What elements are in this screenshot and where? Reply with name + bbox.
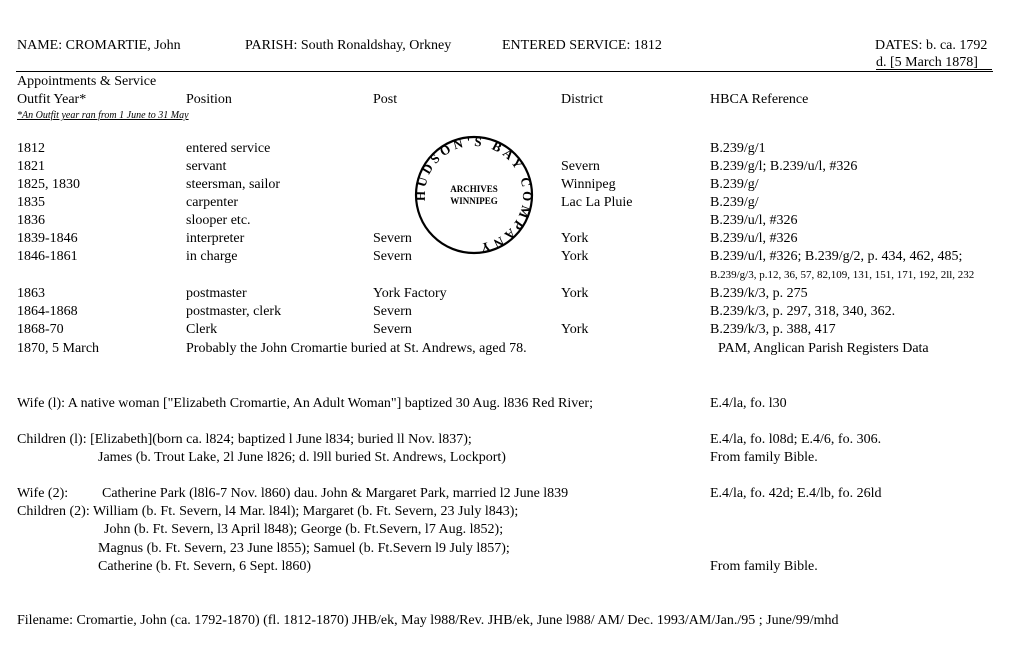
row-position: interpreter xyxy=(186,231,245,246)
row-year: 1864-1868 xyxy=(17,304,78,319)
outfit-footnote: *An Outfit year ran from 1 June to 31 May xyxy=(17,110,189,121)
row-position: in charge xyxy=(186,249,238,264)
filename-line: Filename: Cromartie, John (ca. 1792-1870) (fl. 1812-1870) JHB/ek, May l988/Rev. JHB/ek, June l988/ AM/ Dec. 1993/AM/Jan./95 ; June/99/mhd xyxy=(17,613,839,628)
children-2-line-d: Catherine (b. Ft. Severn, 6 Sept. l860) xyxy=(98,559,312,574)
row-position: slooper etc. xyxy=(186,213,251,228)
dates-death: d. [5 March 1878] xyxy=(876,55,978,70)
stamp-ring-text: HUDSON'S BAY COMPANY xyxy=(413,134,535,256)
row-post: Severn xyxy=(373,304,412,319)
col-position: Position xyxy=(186,92,232,107)
row-district: Severn xyxy=(561,159,600,174)
row-position: postmaster xyxy=(186,286,247,301)
row-position: carpenter xyxy=(186,195,239,210)
row-year: 1846-1861 xyxy=(17,249,78,264)
row-position: Clerk xyxy=(186,322,218,337)
entered-service-field: ENTERED SERVICE: 1812 xyxy=(502,38,662,53)
stamp-winnipeg: WINNIPEG xyxy=(450,196,498,206)
row-reference: B.239/k/3, p. 297, 318, 340, 362. xyxy=(710,304,896,319)
children-2-line-a: Children (2): William (b. Ft. Severn, l4 Mar. l84l); Margaret (b. Ft. Severn, 23 July l843); xyxy=(17,504,519,519)
row-year: 1825, 1830 xyxy=(17,177,80,192)
hbc-archives-stamp xyxy=(413,134,535,256)
row-reference: B.239/k/3, p. 275 xyxy=(710,286,808,301)
row-reference: B.239/g/ xyxy=(710,177,759,192)
row-position: entered service xyxy=(186,141,271,156)
children-2-reference: From family Bible. xyxy=(710,559,818,574)
row-reference: B.239/u/l, #326 xyxy=(710,231,798,246)
row-post: York Factory xyxy=(373,286,447,301)
children-2-line-b: John (b. Ft. Severn, l3 April l848); George (b. Ft.Severn, l7 Aug. l852); xyxy=(104,522,504,537)
wife-2-reference: E.4/la, fo. 42d; E.4/lb, fo. 26ld xyxy=(710,486,882,501)
row-reference: PAM, Anglican Parish Registers Data xyxy=(718,341,929,356)
wife-2: Catherine Park (l8l6-7 Nov. l860) dau. John & Margaret Park, married l2 June l839 xyxy=(102,486,569,501)
children-2-line-c: Magnus (b. Ft. Severn, 23 June l855); Samuel (b. Ft.Severn l9 July l857); xyxy=(98,541,510,556)
row-district: York xyxy=(561,286,589,301)
row-district: Winnipeg xyxy=(561,177,616,192)
row-year: 1812 xyxy=(17,141,45,156)
row-post: Severn xyxy=(373,249,412,264)
row-position: steersman, sailor xyxy=(186,177,281,192)
section-title: Appointments & Service xyxy=(17,74,157,89)
row-reference: B.239/u/l, #326; B.239/g/2, p. 434, 462, 485; xyxy=(710,249,963,264)
row-post: Severn xyxy=(373,322,412,337)
row-year: 1836 xyxy=(17,213,45,228)
row-post: Severn xyxy=(373,231,412,246)
row-reference: B.239/k/3, p. 388, 417 xyxy=(710,322,836,337)
name-field: NAME: CROMARTIE, John xyxy=(17,38,181,53)
row-reference-continued: B.239/g/3, p.12, 36, 57, 82,109, 131, 151, 171, 192, 2ll, 232 xyxy=(710,269,975,281)
svg-text:HUDSON'S BAY COMPANY xyxy=(413,134,535,256)
row-reference: B.239/u/l, #326 xyxy=(710,213,798,228)
wife-1: Wife (l): A native woman ["Elizabeth Cromartie, An Adult Woman"] baptized 30 Aug. l836 Red River; xyxy=(17,396,593,411)
col-district: District xyxy=(561,92,603,107)
row-year: 1863 xyxy=(17,286,45,301)
children-1-line-a: Children (l): [Elizabeth](born ca. l824; baptized l June l834; buried ll Nov. l837); xyxy=(17,432,472,447)
dates-underline xyxy=(876,69,992,70)
parish-field: PARISH: South Ronaldshay, Orkney xyxy=(245,38,452,53)
dates-birth: DATES: b. ca. 1792 xyxy=(875,38,988,53)
children-1-reference-a: E.4/la, fo. l08d; E.4/6, fo. 306. xyxy=(710,432,882,447)
wife-1-reference: E.4/la, fo. l30 xyxy=(710,396,787,411)
row-position: servant xyxy=(186,159,227,174)
row-year: 1870, 5 March xyxy=(17,341,100,356)
col-outfit-year: Outfit Year* xyxy=(17,92,87,107)
row-year: 1868-70 xyxy=(17,322,64,337)
row-reference: B.239/g/ xyxy=(710,195,759,210)
children-1-reference-b: From family Bible. xyxy=(710,450,818,465)
wife-2-label: Wife (2): xyxy=(17,486,69,501)
col-hbca-reference: HBCA Reference xyxy=(710,92,809,107)
row-year: 1839-1846 xyxy=(17,231,78,246)
row-district: Lac La Pluie xyxy=(561,195,633,210)
row-reference: B.239/g/l; B.239/u/l, #326 xyxy=(710,159,858,174)
col-post: Post xyxy=(373,92,398,107)
row-year: 1821 xyxy=(17,159,45,174)
row-district: York xyxy=(561,322,589,337)
row-district: York xyxy=(561,231,589,246)
row-reference: B.239/g/1 xyxy=(710,141,766,156)
row-position: postmaster, clerk xyxy=(186,304,282,319)
header-rule xyxy=(16,71,993,72)
row-district: York xyxy=(561,249,589,264)
row-burial-note: Probably the John Cromartie buried at St. Andrews, aged 78. xyxy=(186,341,527,356)
row-year: 1835 xyxy=(17,195,45,210)
children-1-line-b: James (b. Trout Lake, 2l June l826; d. l9ll buried St. Andrews, Lockport) xyxy=(98,450,506,465)
stamp-archives: ARCHIVES xyxy=(450,184,498,194)
